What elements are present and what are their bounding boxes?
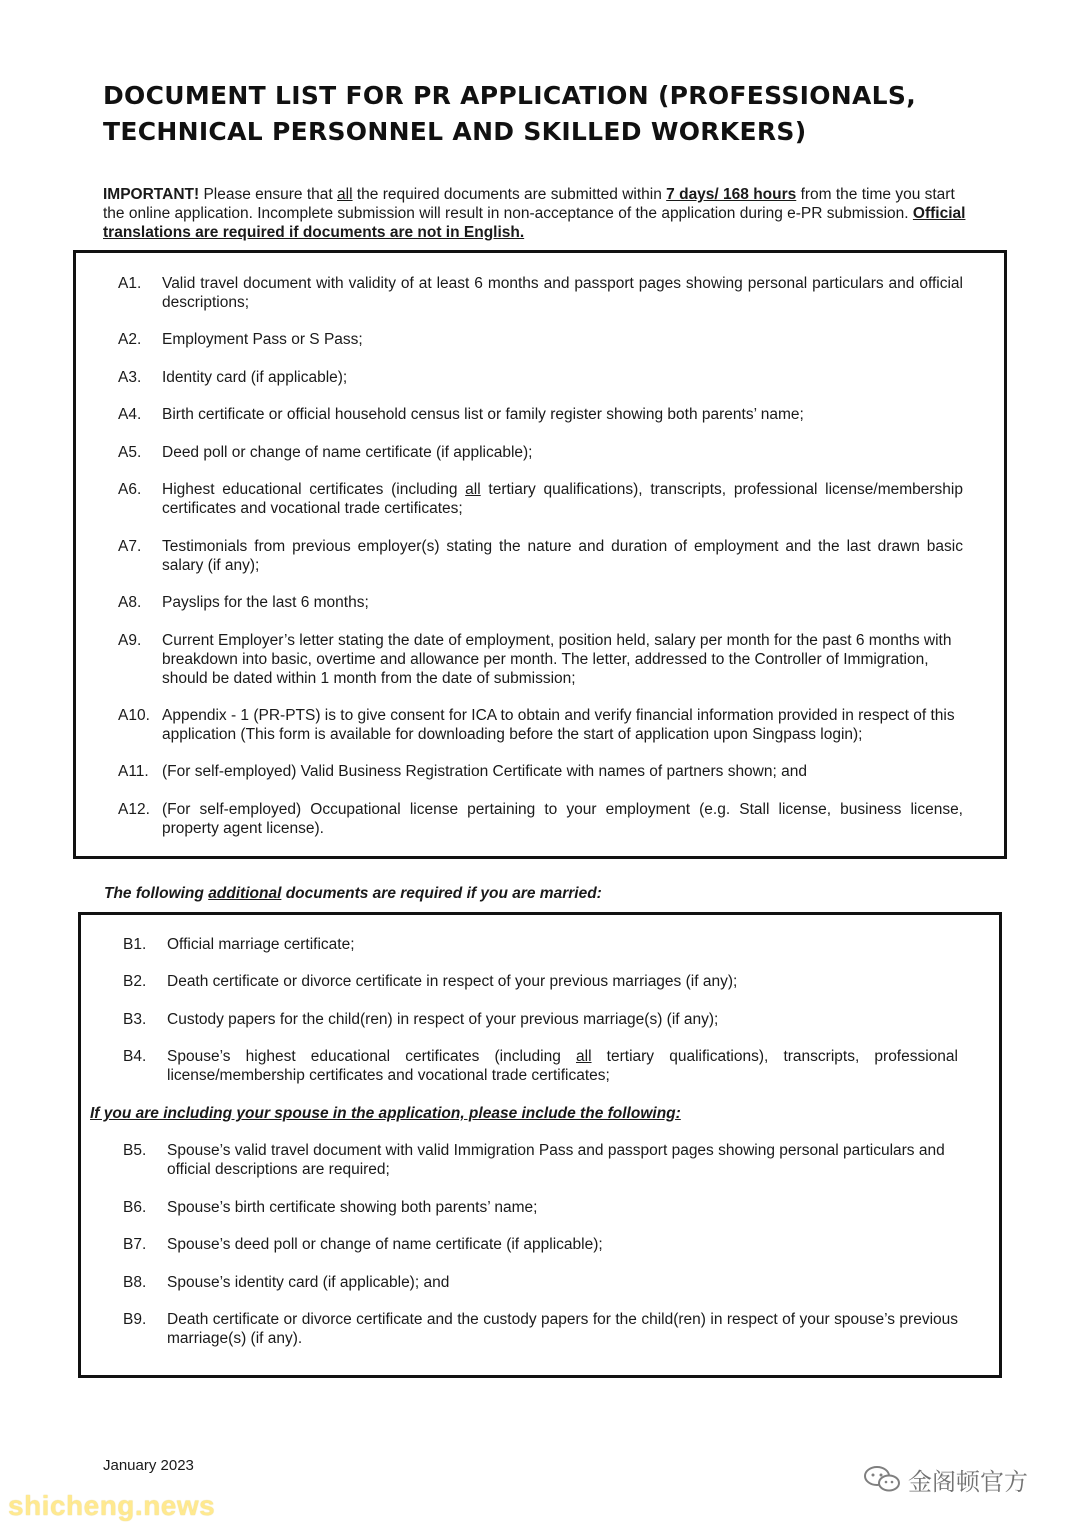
item-number: B2.	[123, 973, 147, 990]
item-number: A10.	[118, 707, 150, 724]
item-number: A4.	[118, 406, 142, 423]
item-number: A8.	[118, 594, 142, 611]
item-text-pre: Highest educational certificates (including	[162, 481, 466, 498]
item-text	[162, 480, 963, 518]
item-number: A7.	[118, 538, 142, 555]
title-line-1: DOCUMENT LIST FOR PR APPLICATION (PROFESSIONALS,	[103, 81, 917, 110]
item-number: A11.	[118, 763, 149, 780]
married-heading	[104, 884, 904, 903]
married-heading-underlined: additional	[208, 885, 282, 902]
item-text: Death certificate or divorce certificate and the custody papers for the child(ren) in respect of your spouse’s previous marriage(s) (if any).	[167, 1311, 958, 1347]
important-all: all	[337, 186, 353, 203]
item-number: B3.	[123, 1011, 147, 1028]
item-number: A5.	[118, 444, 142, 461]
title-line-2: TECHNICAL PERSONNEL AND SKILLED WORKERS)	[103, 117, 807, 146]
account-watermark	[862, 1462, 1028, 1496]
item-text: Payslips for the last 6 months;	[162, 594, 369, 611]
item-text: Spouse’s deed poll or change of name certificate (if applicable);	[167, 1236, 603, 1253]
item-text: Identity card (if applicable);	[162, 369, 348, 386]
item-text: Employment Pass or S Pass;	[162, 331, 363, 348]
item-text: Spouse’s birth certificate showing both parents’ name;	[167, 1199, 538, 1216]
document-title	[103, 78, 1003, 150]
item-text: Appendix - 1 (PR-PTS) is to give consent for ICA to obtain and verify financial information provided in respect of this application (This form is available for downloading before the start of application upon Singpass login);	[162, 707, 955, 743]
item-text-underlined: all	[576, 1048, 592, 1065]
item-number: A2.	[118, 331, 142, 348]
item-text: Deed poll or change of name certificate (if applicable);	[162, 444, 533, 461]
married-heading-pre: The following	[104, 885, 209, 902]
item-text: Spouse’s identity card (if applicable); and	[167, 1274, 450, 1291]
item-text: (For self-employed) Occupational license pertaining to your employment (e.g. Stall license, business license, property agent license).	[162, 801, 963, 837]
item-number: A3.	[118, 369, 142, 386]
important-deadline: 7 days/ 168 hours	[666, 186, 797, 203]
item-text: Current Employer’s letter stating the date of employment, position held, salary per month for the past 6 months with breakdown into basic, overtime and allowance per month. The letter, addressed to the Controller of Immigration, should be dated within 1 month from the date of submission;	[162, 632, 952, 687]
item-number: B1.	[123, 936, 147, 953]
item-number: B8.	[123, 1274, 147, 1291]
account-name: 金阁顿官方	[908, 1467, 1028, 1496]
important-lead: IMPORTANT!	[103, 186, 200, 203]
item-text: Death certificate or divorce certificate in respect of your previous marriages (if any);	[167, 973, 738, 990]
important-notice	[103, 185, 973, 242]
item-text: Birth certificate or official household census list or family register showing both parents’ name;	[162, 406, 804, 423]
important-text-1: Please ensure that	[199, 186, 338, 203]
item-text: Valid travel document with validity of at least 6 months and passport pages showing personal particulars and official descriptions;	[162, 275, 963, 311]
item-text	[167, 1047, 958, 1085]
site-watermark: shicheng.news	[8, 1490, 216, 1521]
item-text-pre: Spouse’s highest educational certificates (including	[167, 1048, 576, 1065]
item-number: A6.	[118, 481, 142, 498]
item-text: Testimonials from previous employer(s) stating the nature and duration of employment and the last drawn basic salary (if any);	[162, 538, 963, 574]
spouse-heading: If you are including your spouse in the application, please include the following:	[90, 1105, 681, 1122]
important-text-2: the required documents are submitted within	[352, 186, 667, 203]
married-heading-post: documents are required if you are married:	[281, 885, 602, 902]
item-number: B7.	[123, 1236, 147, 1253]
item-text: Official marriage certificate;	[167, 936, 355, 953]
item-text: Custody papers for the child(ren) in respect of your previous marriage(s) (if any);	[167, 1011, 719, 1028]
important-text-3: from the time you start the online application. Incomplete submission will result in non-acceptance of the application during e-PR submission.	[103, 186, 955, 222]
item-text: Spouse’s valid travel document with valid Immigration Pass and passport pages showing personal particulars and official descriptions are required;	[167, 1142, 945, 1178]
wechat-icon	[862, 1464, 902, 1494]
item-number: B4.	[123, 1048, 147, 1065]
item-text-underlined: all	[465, 481, 481, 498]
item-text: (For self-employed) Valid Business Registration Certificate with names of partners shown; and	[162, 763, 807, 780]
important-translation: Official translations are required if documents are not in English.	[103, 205, 966, 241]
item-number: A1.	[118, 275, 142, 292]
item-text-post: tertiary qualifications), transcripts, professional license/membership certificates and vocational trade certificates;	[167, 1048, 958, 1084]
item-number: B6.	[123, 1199, 147, 1216]
item-number: A12.	[118, 801, 150, 818]
footer-date: January 2023	[103, 1457, 194, 1474]
item-number: B9.	[123, 1311, 147, 1328]
item-text-post: tertiary qualifications), transcripts, professional license/membership certificates and vocational trade certificates;	[162, 481, 963, 517]
item-number: A9.	[118, 632, 142, 649]
item-number: B5.	[123, 1142, 147, 1159]
